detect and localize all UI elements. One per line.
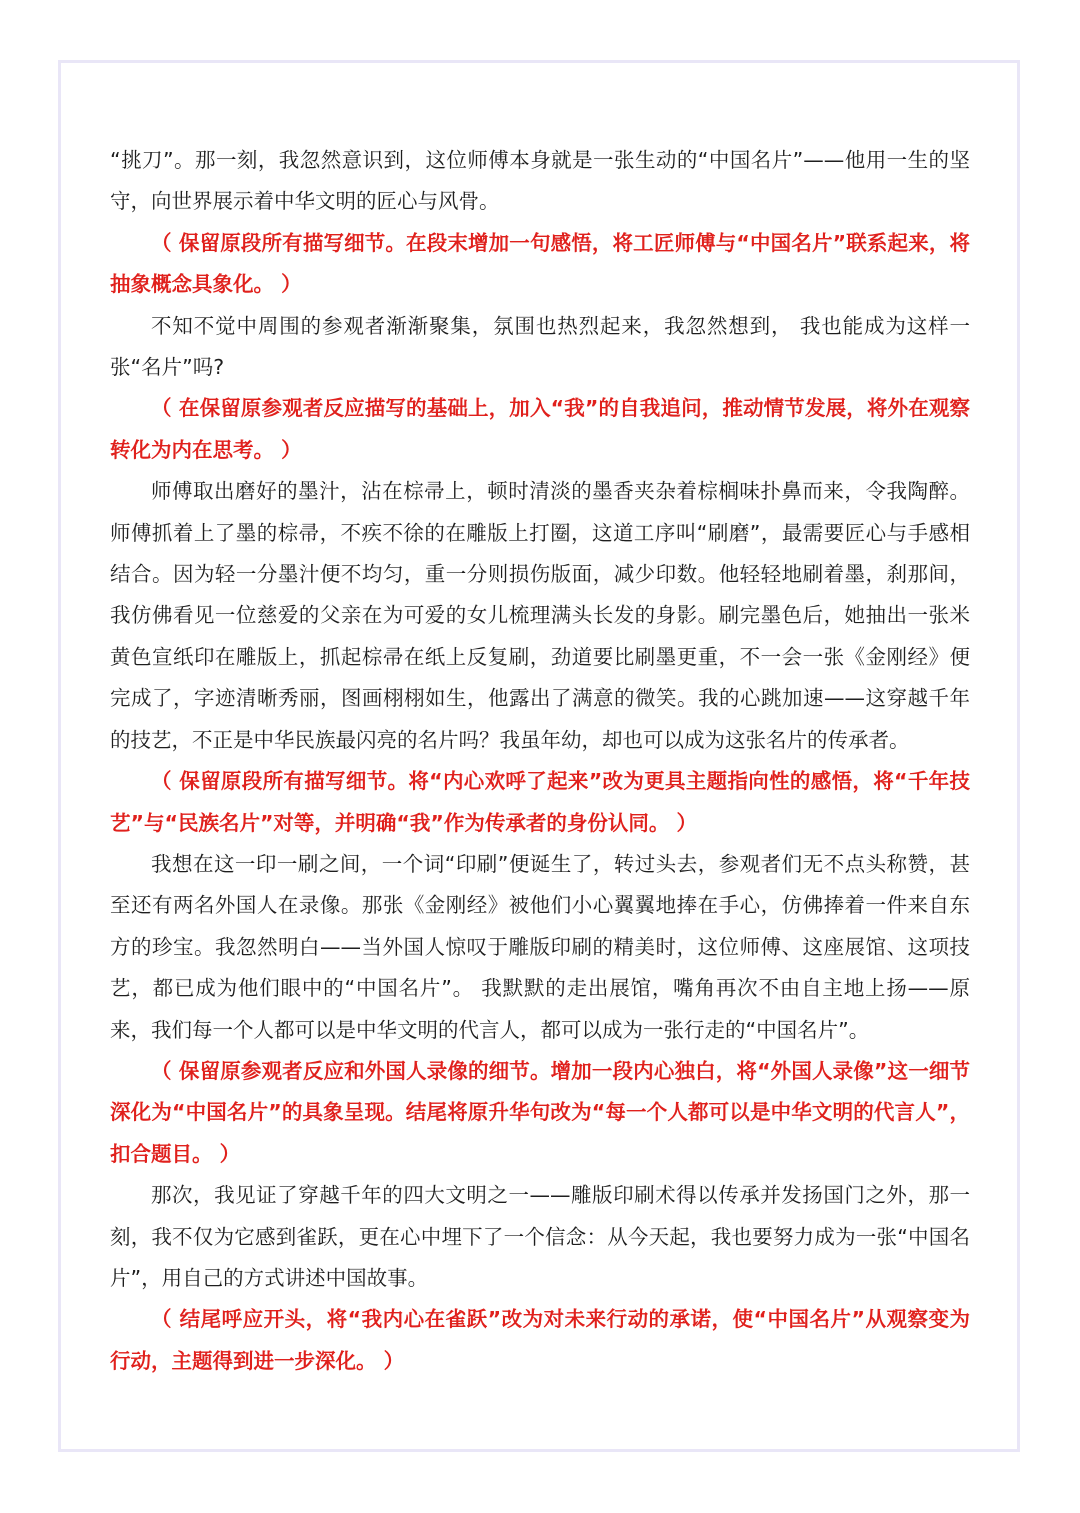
paragraph-1: “挑刀”。那一刻，我忽然意识到，这位师傅本身就是一张生动的“中国名片”——他用一生的坚守，向世界展示着中华文明的匠心与风骨。 [110,148,970,214]
revision-note-3: （ 保留原段所有描写细节。将“内心欢呼了起来”改为更具主题指向性的感悟，将“千年技艺”与“民族名片”对等，并明确“我”作为传承者的身份认同。 ） [110,769,970,835]
paragraph-2: 不知不觉中周围的参观者渐渐聚集，氛围也热烈起来，我忽然想到， 我也能成为这样一张“名片”吗? [110,313,970,380]
paragraph-5: 那次，我见证了穿越千年的四大文明之一——雕版印刷术得以传承并发扬国门之外，那一刻，我不仅为它感到雀跃，更在心中埋下了一个信念：从今天起，我也要努力成为一张“中国名片”，用自己的方式讲述中国故事。 [110,1183,970,1290]
revision-note-1: （ 保留原段所有描写细节。在段末增加一句感悟，将工匠师傅与“中国名片”联系起来，将抽象概念具象化。 ） [110,230,970,297]
essay-content [110,140,970,1382]
revision-note-5: （ 结尾呼应开头，将“我内心在雀跃”改为对未来行动的承诺，使“中国名片”从观察变为行动，主题得到进一步深化。 ） [110,1307,970,1373]
revision-note-2: （ 在保留原参观者反应描写的基础上，加入“我”的自我追问，推动情节发展，将外在观察转化为内在思考。 ） [110,396,970,462]
paragraph-4: 我想在这一印一刷之间，一个词“印刷”便诞生了，转过头去，参观者们无不点头称赞，甚至还有两名外国人在录像。那张《金刚经》被他们小心翼翼地捧在手心，仿佛捧着一件来自东方的珍宝。我忽然明白——当外国人惊叹于雕版印刷的精美时，这位师傅、这座展馆、这项技艺，都已成为他们眼中的“中国名片”。 我默默的走出展馆，嘴角再次不由自主地上扬——原来，我们每一个人都可以是中华文明的代言人，都可以成为一张行走的“中国名片”。 [110,851,970,1042]
paragraph-3: 师傅取出磨好的墨汁，沾在棕帚上，顿时清淡的墨香夹杂着棕榈味扑鼻而来，令我陶醉。师傅抓着上了墨的棕帚，不疾不徐的在雕版上打圈，这道工序叫“刷磨”，最需要匠心与手感相结合。因为轻一分墨汁便不均匀，重一分则损伤版面，减少印数。他轻轻地刷着墨，刹那间，我仿佛看见一位慈爱的父亲在为可爱的女儿梳理满头长发的身影。刷完墨色后，她抽出一张米黄色宣纸印在雕版上，抓起棕帚在纸上反复刷，劲道要比刷墨更重，不一会一张《金刚经》便完成了，字迹清晰秀丽，图画栩栩如生，他露出了满意的微笑。我的心跳加速——这穿越千年的技艺，不正是中华民族最闪亮的名片吗？我虽年幼，却也可以成为这张名片的传承者。 [110,479,970,752]
revision-note-4: （ 保留原参观者反应和外国人录像的细节。增加一段内心独白，将“外国人录像”这一细节深化为“中国名片”的具象呈现。结尾将原升华句改为“每一个人都可以是中华文明的代言人”，扣合题目。 ） [110,1058,970,1166]
